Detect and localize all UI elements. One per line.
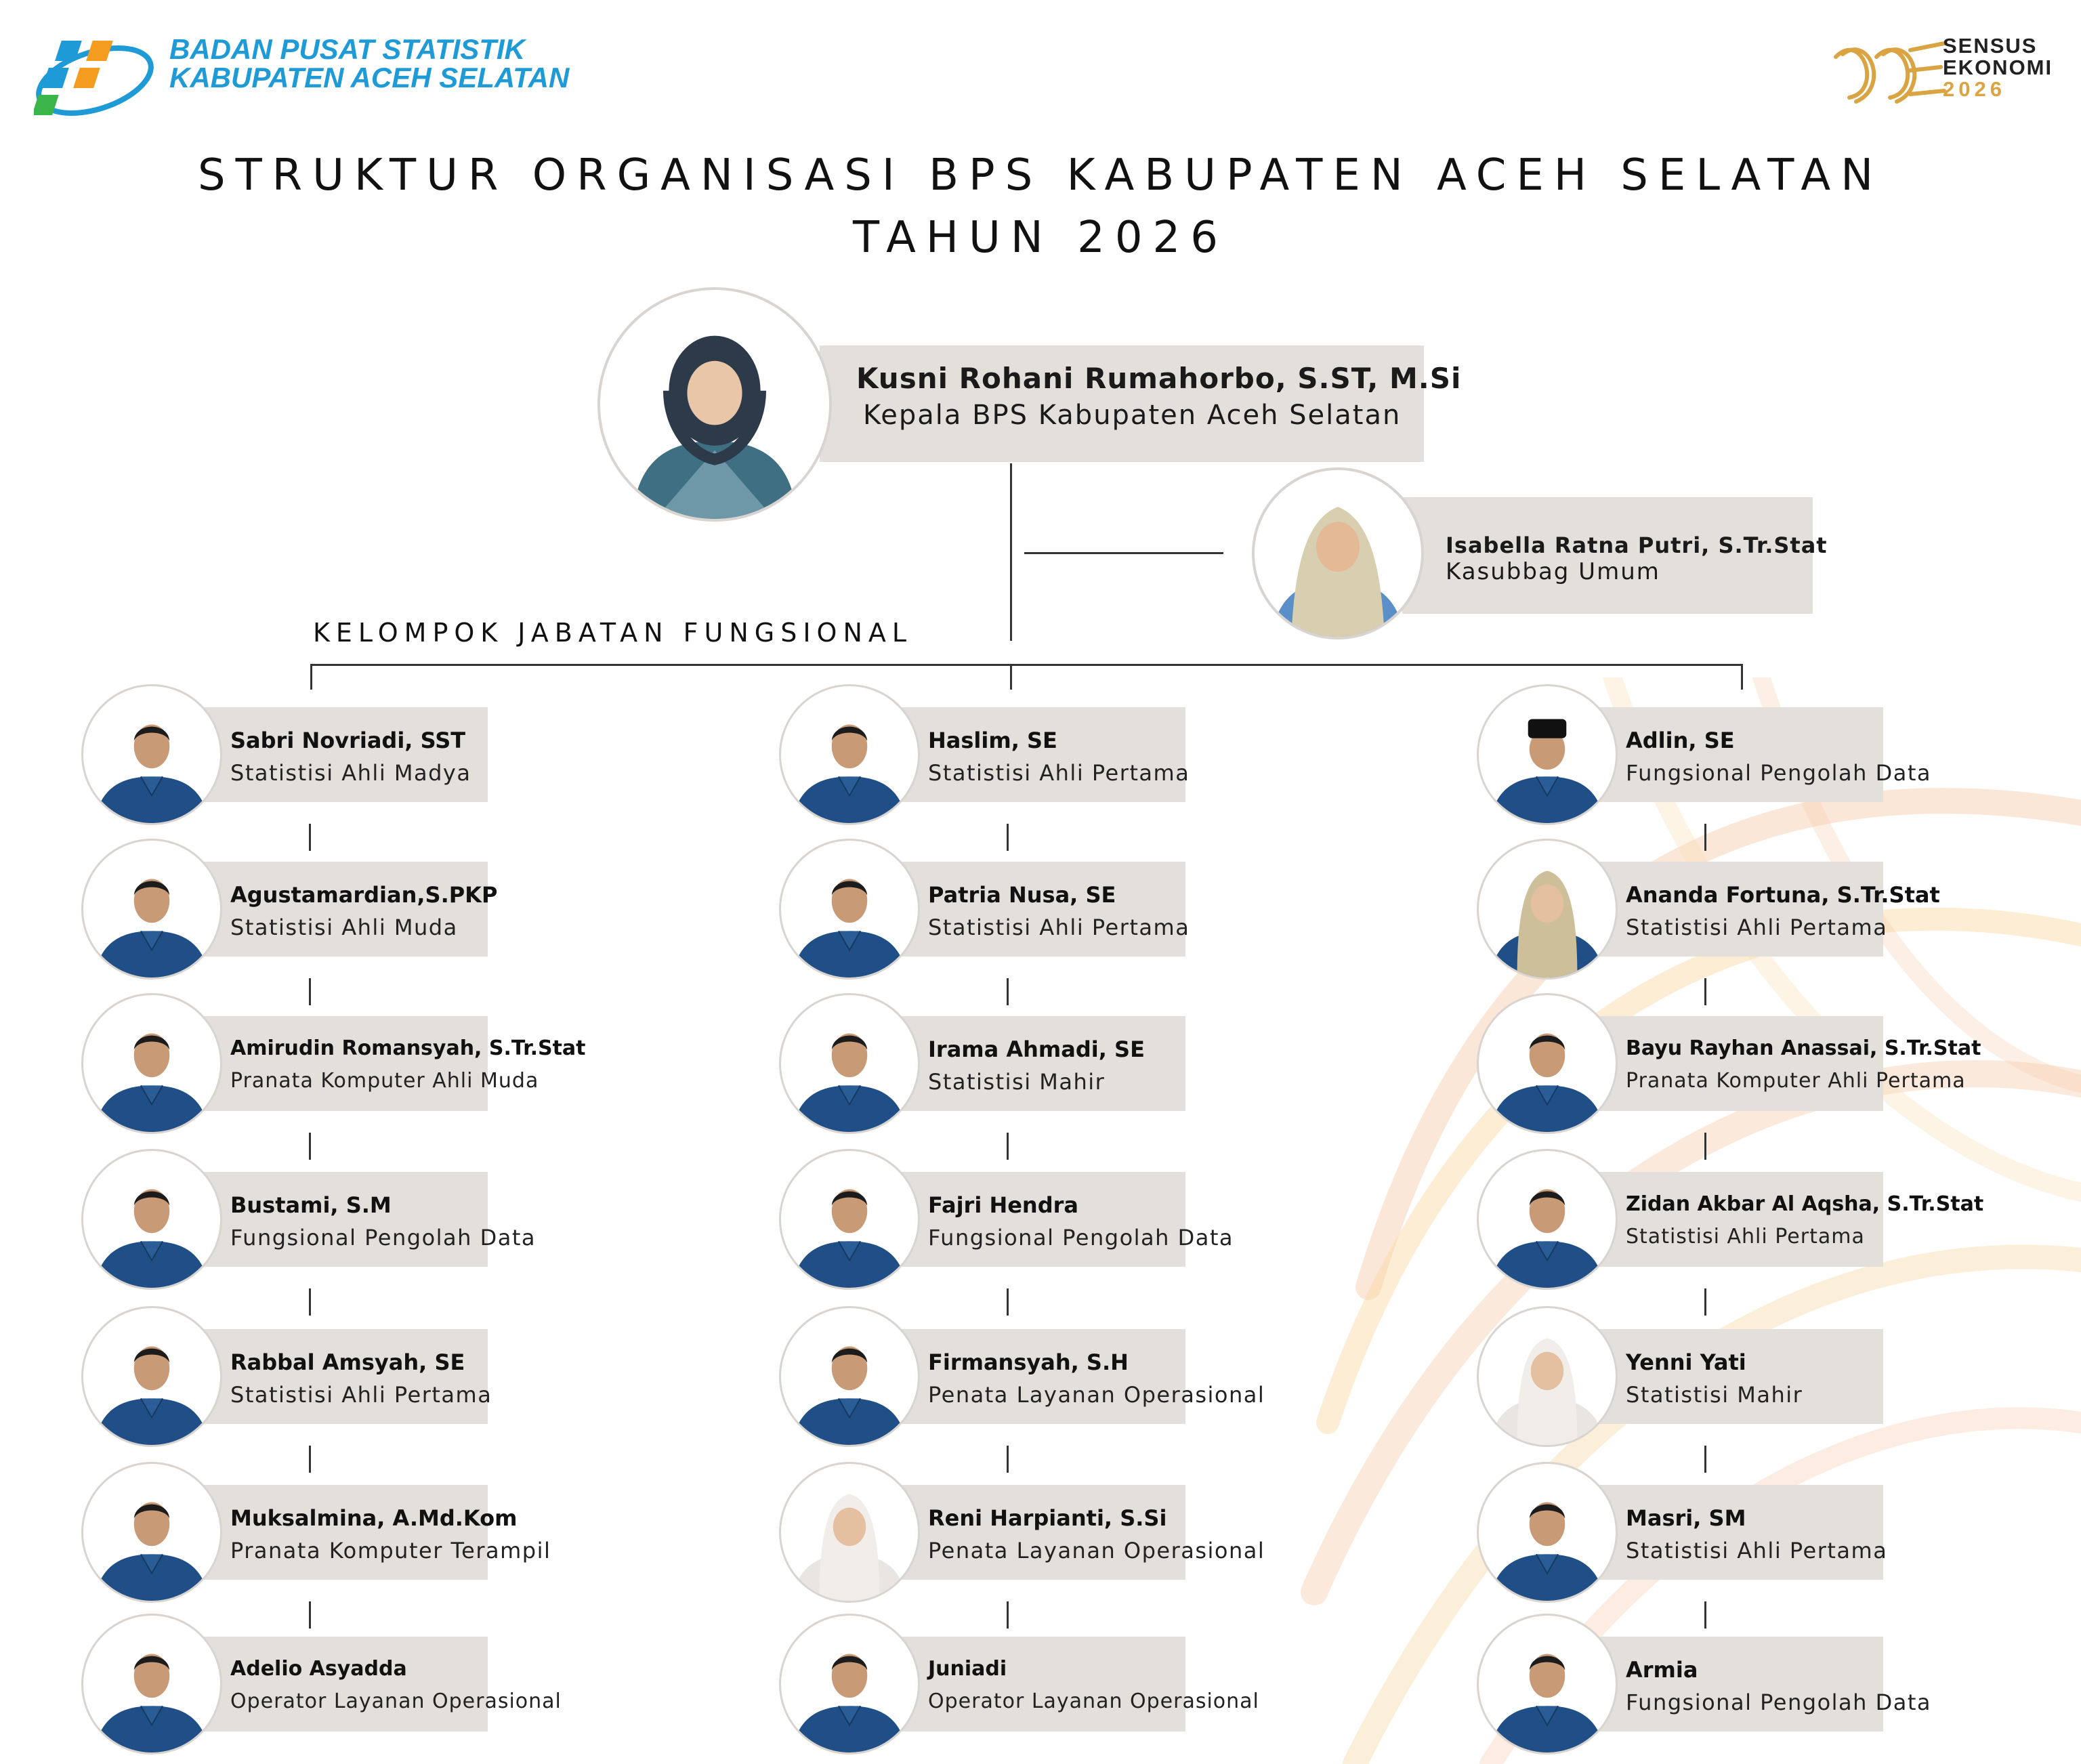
group-connector — [310, 664, 1742, 666]
kasubbag-photo — [1252, 467, 1424, 639]
person-photo-icon — [1479, 1464, 1616, 1601]
staff-card — [779, 1172, 1234, 1267]
staff-role: Fungsional Pengolah Data — [230, 1225, 536, 1251]
staff-connector — [309, 824, 311, 851]
staff-name: Patria Nusa, SE — [928, 882, 1116, 908]
staff-photo — [1477, 1306, 1618, 1447]
staff-name: Fajri Hendra — [928, 1192, 1078, 1218]
staff-connector — [1007, 824, 1009, 851]
head-role: Kepala BPS Kabupaten Aceh Selatan — [863, 400, 1402, 431]
group-label: KELOMPOK JABATAN FUNGSIONAL — [313, 618, 913, 648]
staff-card — [81, 1172, 536, 1267]
staff-photo — [779, 993, 920, 1134]
staff-card — [81, 862, 498, 957]
staff-card — [1477, 707, 1931, 802]
staff-name: Haslim, SE — [928, 728, 1057, 753]
column-1-connector — [310, 664, 312, 690]
person-photo-icon — [1479, 995, 1616, 1132]
staff-role: Fungsional Pengolah Data — [928, 1225, 1234, 1251]
staff-card-band — [1592, 1172, 1883, 1267]
staff-photo — [81, 839, 222, 980]
staff-role: Statistisi Ahli Muda — [230, 915, 458, 940]
person-photo-icon — [1479, 1308, 1616, 1445]
staff-connector — [309, 1133, 311, 1160]
org-line-2: KABUPATEN ACEH SELATAN — [169, 62, 570, 93]
staff-card-band — [196, 1329, 488, 1424]
staff-card — [779, 1485, 1265, 1580]
staff-name: Reni Harpianti, S.Si — [928, 1505, 1167, 1531]
staff-role: Statistisi Ahli Pertama — [1626, 1225, 1865, 1248]
person-photo-icon — [1479, 1151, 1616, 1288]
staff-name: Yenni Yati — [1626, 1349, 1746, 1375]
staff-card-band — [196, 707, 488, 802]
head-photo — [597, 287, 832, 522]
staff-card — [81, 1016, 586, 1111]
staff-connector — [1704, 978, 1706, 1005]
staff-card — [779, 1329, 1265, 1424]
sensus-ekonomi-wordmark — [1943, 35, 2053, 100]
person-photo-icon — [781, 1308, 918, 1445]
column-2-connector — [1010, 664, 1012, 690]
staff-role: Fungsional Pengolah Data — [1626, 760, 1931, 786]
person-photo-icon — [83, 1464, 220, 1601]
staff-role: Operator Layanan Operasional — [230, 1689, 562, 1713]
staff-card — [779, 862, 1190, 957]
staff-card-band — [196, 862, 488, 957]
staff-card-band — [894, 1016, 1185, 1111]
staff-card-band — [894, 1485, 1185, 1580]
staff-card-band — [196, 1485, 488, 1580]
staff-photo — [1477, 1149, 1618, 1290]
staff-card-band — [1592, 1637, 1883, 1731]
staff-name: Masri, SM — [1626, 1505, 1746, 1531]
staff-card-band — [1592, 707, 1883, 802]
kasubbag-role: Kasubbag Umum — [1446, 558, 1660, 585]
staff-card-band — [1592, 1016, 1883, 1111]
staff-photo — [1477, 839, 1618, 980]
staff-card — [1477, 1329, 1883, 1424]
staff-name: Ananda Fortuna, S.Tr.Stat — [1626, 882, 1940, 908]
staff-connector — [1704, 1288, 1706, 1316]
staff-connector — [1007, 1601, 1009, 1629]
staff-role: Pranata Komputer Ahli Muda — [230, 1069, 539, 1093]
person-photo-icon — [600, 290, 829, 519]
staff-name: Agustamardian,S.PKP — [230, 882, 498, 908]
person-photo-icon — [83, 841, 220, 978]
staff-connector — [309, 1601, 311, 1629]
person-photo-icon — [83, 1616, 220, 1752]
person-photo-icon — [83, 995, 220, 1132]
staff-card-band — [1592, 1329, 1883, 1424]
staff-connector — [1704, 1446, 1706, 1473]
staff-role: Statistisi Ahli Pertama — [928, 760, 1190, 786]
staff-card — [779, 1016, 1185, 1111]
bps-logo — [34, 30, 156, 125]
page-title-year: TAHUN 2026 — [853, 213, 1228, 263]
staff-photo — [81, 684, 222, 825]
staff-card — [1477, 862, 1940, 957]
staff-photo — [81, 1306, 222, 1447]
staff-role: Statistisi Mahir — [1626, 1382, 1803, 1408]
kasubbag-connector — [1024, 552, 1223, 554]
column-3-connector — [1741, 664, 1743, 690]
staff-role: Penata Layanan Operasional — [928, 1538, 1265, 1563]
person-photo-icon — [1479, 686, 1616, 823]
staff-name: Muksalmina, A.Md.Kom — [230, 1505, 518, 1531]
page-title: STRUKTUR ORGANISASI BPS KABUPATEN ACEH SELATAN — [197, 150, 1884, 201]
staff-role: Statistisi Ahli Pertama — [1626, 915, 1888, 940]
staff-role: Statistisi Ahli Pertama — [230, 1382, 492, 1408]
staff-card — [81, 1329, 492, 1424]
sensus-year: 2026 — [1943, 77, 2006, 101]
staff-card — [81, 1485, 551, 1580]
staff-card-band — [196, 1172, 488, 1267]
staff-name: Juniadi — [928, 1657, 1007, 1681]
staff-connector — [309, 1446, 311, 1473]
staff-photo — [81, 1462, 222, 1603]
staff-photo — [81, 993, 222, 1134]
staff-connector — [309, 1288, 311, 1316]
staff-card — [1477, 1485, 1888, 1580]
sensus-line-2: EKONOMI — [1943, 56, 2053, 79]
staff-connector — [1007, 1133, 1009, 1160]
person-photo-icon — [781, 686, 918, 823]
staff-name: Sabri Novriadi, SST — [230, 728, 466, 753]
person-photo-icon — [1479, 1616, 1616, 1752]
staff-photo — [779, 1614, 920, 1755]
staff-role: Statistisi Mahir — [928, 1069, 1106, 1095]
staff-card — [1477, 1016, 1981, 1111]
staff-name: Rabbal Amsyah, SE — [230, 1349, 465, 1375]
kasubbag-name: Isabella Ratna Putri, S.Tr.Stat — [1446, 532, 1828, 558]
staff-photo — [779, 1306, 920, 1447]
head-connector — [1010, 463, 1012, 641]
person-photo-icon — [781, 1616, 918, 1752]
staff-name: Amirudin Romansyah, S.Tr.Stat — [230, 1036, 586, 1060]
person-photo-icon — [83, 1151, 220, 1288]
staff-name: Zidan Akbar Al Aqsha, S.Tr.Stat — [1626, 1192, 1984, 1216]
staff-card-band — [196, 1016, 488, 1111]
staff-role: Operator Layanan Operasional — [928, 1689, 1259, 1713]
staff-connector — [1704, 824, 1706, 851]
person-photo-icon — [83, 686, 220, 823]
staff-card — [1477, 1637, 1931, 1731]
staff-photo — [1477, 684, 1618, 825]
staff-card-band — [1592, 862, 1883, 957]
staff-card — [779, 707, 1190, 802]
staff-photo — [779, 839, 920, 980]
staff-role: Pranata Komputer Terampil — [230, 1538, 551, 1563]
sensus-ekonomi-logo — [1822, 30, 1958, 118]
staff-card — [779, 1637, 1259, 1731]
staff-role: Fungsional Pengolah Data — [1626, 1689, 1931, 1715]
organization-name — [169, 35, 569, 92]
staff-card-band — [894, 1329, 1185, 1424]
person-photo-icon — [1255, 470, 1421, 637]
staff-connector — [309, 978, 311, 1005]
staff-card-band — [894, 1637, 1185, 1731]
org-line-1: BADAN PUSAT STATISTIK — [169, 33, 525, 65]
person-photo-icon — [1479, 841, 1616, 978]
staff-connector — [1007, 1288, 1009, 1316]
staff-role: Statistisi Ahli Pertama — [1626, 1538, 1888, 1563]
sensus-line-1: SENSUS — [1943, 34, 2038, 58]
staff-photo — [1477, 993, 1618, 1134]
staff-name: Bustami, S.M — [230, 1192, 392, 1218]
staff-role: Pranata Komputer Ahli Pertama — [1626, 1069, 1966, 1093]
person-photo-icon — [781, 1151, 918, 1288]
person-photo-icon — [83, 1308, 220, 1445]
staff-name: Adlin, SE — [1626, 728, 1735, 753]
staff-photo — [779, 1462, 920, 1603]
staff-card-band — [894, 707, 1185, 802]
person-photo-icon — [781, 995, 918, 1132]
staff-card — [1477, 1172, 1984, 1267]
head-name: Kusni Rohani Rumahorbo, S.ST, M.Si — [856, 362, 1462, 395]
staff-name: Armia — [1626, 1657, 1698, 1683]
staff-photo — [779, 1149, 920, 1290]
staff-card-band — [894, 862, 1185, 957]
staff-photo — [1477, 1462, 1618, 1603]
staff-role: Statistisi Ahli Madya — [230, 760, 471, 786]
staff-photo — [1477, 1614, 1618, 1755]
staff-card-band — [1592, 1485, 1883, 1580]
person-photo-icon — [781, 1464, 918, 1601]
staff-connector — [1704, 1601, 1706, 1629]
staff-name: Firmansyah, S.H — [928, 1349, 1129, 1375]
staff-photo — [81, 1149, 222, 1290]
staff-name: Irama Ahmadi, SE — [928, 1036, 1145, 1062]
staff-role: Penata Layanan Operasional — [928, 1382, 1265, 1408]
staff-connector — [1007, 1446, 1009, 1473]
staff-name: Adelio Asyadda — [230, 1657, 407, 1681]
staff-card — [81, 1637, 562, 1731]
person-photo-icon — [781, 841, 918, 978]
staff-connector — [1704, 1133, 1706, 1160]
staff-photo — [81, 1614, 222, 1755]
staff-connector — [1007, 978, 1009, 1005]
staff-card-band — [196, 1637, 488, 1731]
staff-card-band — [894, 1172, 1185, 1267]
staff-photo — [779, 684, 920, 825]
staff-name: Bayu Rayhan Anassai, S.Tr.Stat — [1626, 1036, 1981, 1060]
staff-role: Statistisi Ahli Pertama — [928, 915, 1190, 940]
staff-card — [81, 707, 488, 802]
